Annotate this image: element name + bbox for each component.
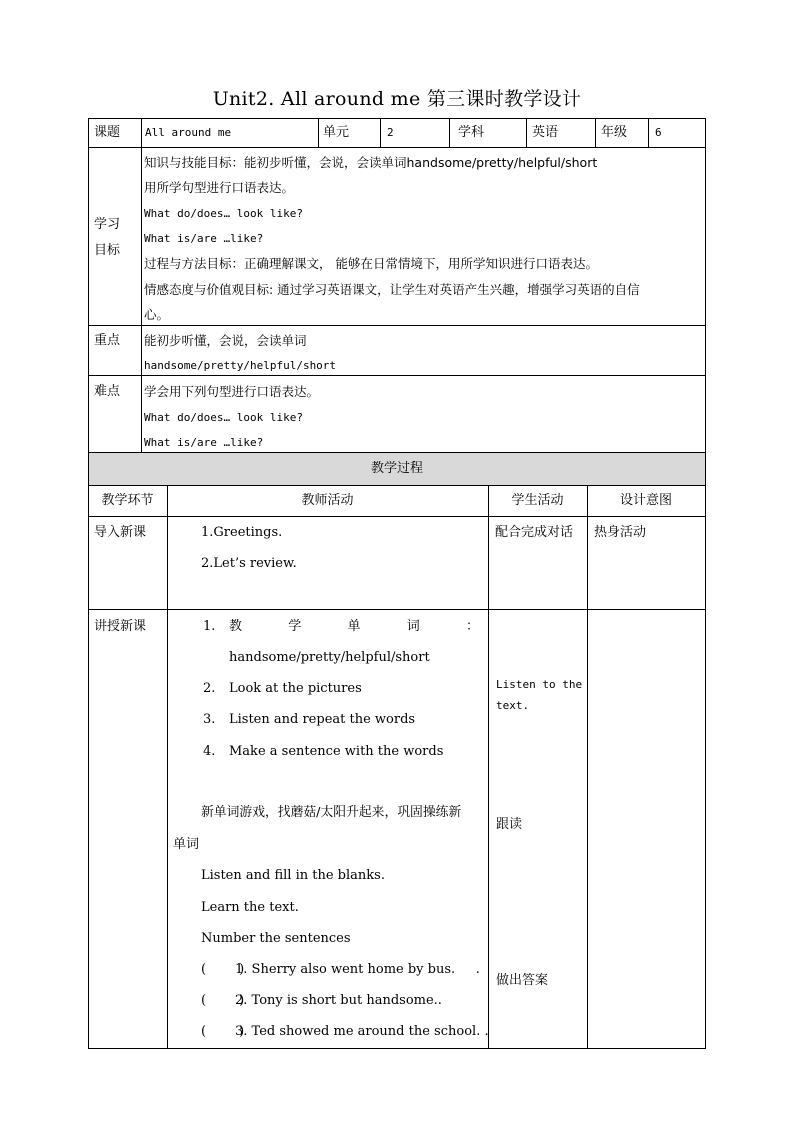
col-divider [587, 485, 588, 1049]
unit-value: 2 [387, 126, 394, 139]
difficulties-line: What do/does… look like? [144, 411, 303, 424]
goals-label: 学习 [94, 217, 121, 232]
numbered-item-cont: handsome/pretty/helpful/short [229, 650, 430, 665]
spaced-char: 教 [229, 619, 243, 634]
col-divider [318, 118, 319, 147]
spaced-char: 单 [347, 619, 361, 634]
col-divider [141, 118, 142, 452]
column-header: 教师活动 [301, 493, 354, 508]
grade-value: 6 [655, 126, 662, 139]
col-divider [526, 118, 527, 147]
table-border-top [88, 118, 706, 119]
numbered-item-text [229, 614, 479, 639]
grade-label: 年级 [601, 125, 628, 140]
difficulties-line: 学会用下列句型进行口语表达。 [144, 384, 320, 399]
unit-label: 单元 [323, 125, 350, 140]
column-header: 设计意图 [619, 493, 672, 508]
sentence-text: 1. Sherry also went home by bus. . [235, 962, 480, 977]
row-divider [88, 147, 706, 148]
sentence-paren: ( ) [201, 993, 245, 1008]
key-points-line: 能初步听懂，会说，会读单词 [144, 333, 307, 348]
col-divider [167, 485, 168, 1049]
new-lesson-stage: 讲授新课 [94, 619, 147, 634]
intro-intent: 热身活动 [594, 525, 647, 540]
student-activity: Listen to the [496, 678, 583, 691]
sentence-paren: ( ) [201, 1024, 245, 1039]
row-divider [88, 516, 706, 517]
numbered-item-num: 4. [203, 744, 216, 759]
goals-line: What do/does… look like? [144, 207, 303, 220]
step-line: Listen and fill in the blanks. [201, 868, 385, 883]
spaced-char: 学 [288, 619, 302, 634]
sentence-text: 2. Tony is short but handsome.. [235, 993, 442, 1008]
numbered-item-text: Look at the pictures [229, 681, 362, 696]
goals-line: 用所学句型进行口语表达。 [144, 180, 295, 195]
game-line: 单词 [173, 837, 200, 852]
page-title: Unit2. All around me 第三课时教学设计 [212, 88, 582, 110]
goals-line: 过程与方法目标：正确理解课文， 能够在日常情境下，用所学知识进行口语表达。 [144, 256, 598, 271]
row-divider [88, 485, 706, 486]
step-line: Number the sentences [201, 931, 351, 946]
key-points-label: 重点 [94, 333, 121, 348]
student-activity: 跟读 [496, 817, 523, 832]
process-header: 教学过程 [370, 461, 423, 476]
table-border-bottom [88, 1048, 706, 1049]
spaced-char: 词 [406, 619, 420, 634]
subject-label: 学科 [458, 125, 485, 140]
col-divider [595, 118, 596, 147]
intro-teacher-line: 1.Greetings. [201, 525, 283, 540]
goals-line: 知识与技能目标：能初步听懂，会说，会读单词handsome/pretty/helpful/short [144, 155, 598, 170]
goals-line: 心。 [144, 307, 170, 322]
sentence-text: 3. Ted showed me around the school. . [235, 1024, 489, 1039]
col-divider [449, 118, 450, 147]
difficulties-line: What is/are …like? [144, 436, 264, 449]
intro-student: 配合完成对话 [495, 525, 574, 540]
subject-value: 英语 [532, 125, 559, 140]
step-line: Learn the text. [201, 900, 299, 915]
col-divider [380, 118, 381, 147]
col-divider [648, 118, 649, 147]
table-border-right [705, 118, 706, 1049]
numbered-item-num: 1. [203, 619, 216, 634]
numbered-item-text: Listen and repeat the words [229, 712, 416, 727]
col-divider [488, 485, 489, 1049]
numbered-item-num: 2. [203, 681, 216, 696]
spaced-char: ： [465, 619, 479, 634]
goals-line: 情感态度与价值观目标: 通过学习英语课文，让学生对英语产生兴趣，增强学习英语的自信 [144, 282, 640, 297]
table-border-left [88, 118, 89, 1049]
column-header: 教学环节 [101, 493, 154, 508]
row-divider [88, 325, 706, 326]
column-header: 学生活动 [511, 493, 564, 508]
intro-teacher-line: 2.Let’s review. [201, 556, 297, 571]
student-activity: 做出答案 [496, 973, 549, 988]
intro-stage: 导入新课 [94, 525, 147, 540]
numbered-item-text: Make a sentence with the words [229, 744, 444, 759]
student-activity: text. [496, 699, 530, 712]
goals-label: 目标 [94, 243, 121, 258]
goals-line: What is/are …like? [144, 232, 264, 245]
row-divider [88, 609, 706, 610]
difficulties-label: 难点 [94, 384, 121, 399]
key-points-line: handsome/pretty/helpful/short [144, 359, 337, 372]
game-line: 新单词游戏，找蘑菇/太阳升起来，巩固操练新 [201, 805, 462, 820]
lesson-value: All around me [145, 126, 232, 139]
sentence-paren: ( ) [201, 962, 245, 977]
numbered-item-num: 3. [203, 712, 216, 727]
lesson-label: 课题 [94, 125, 121, 140]
